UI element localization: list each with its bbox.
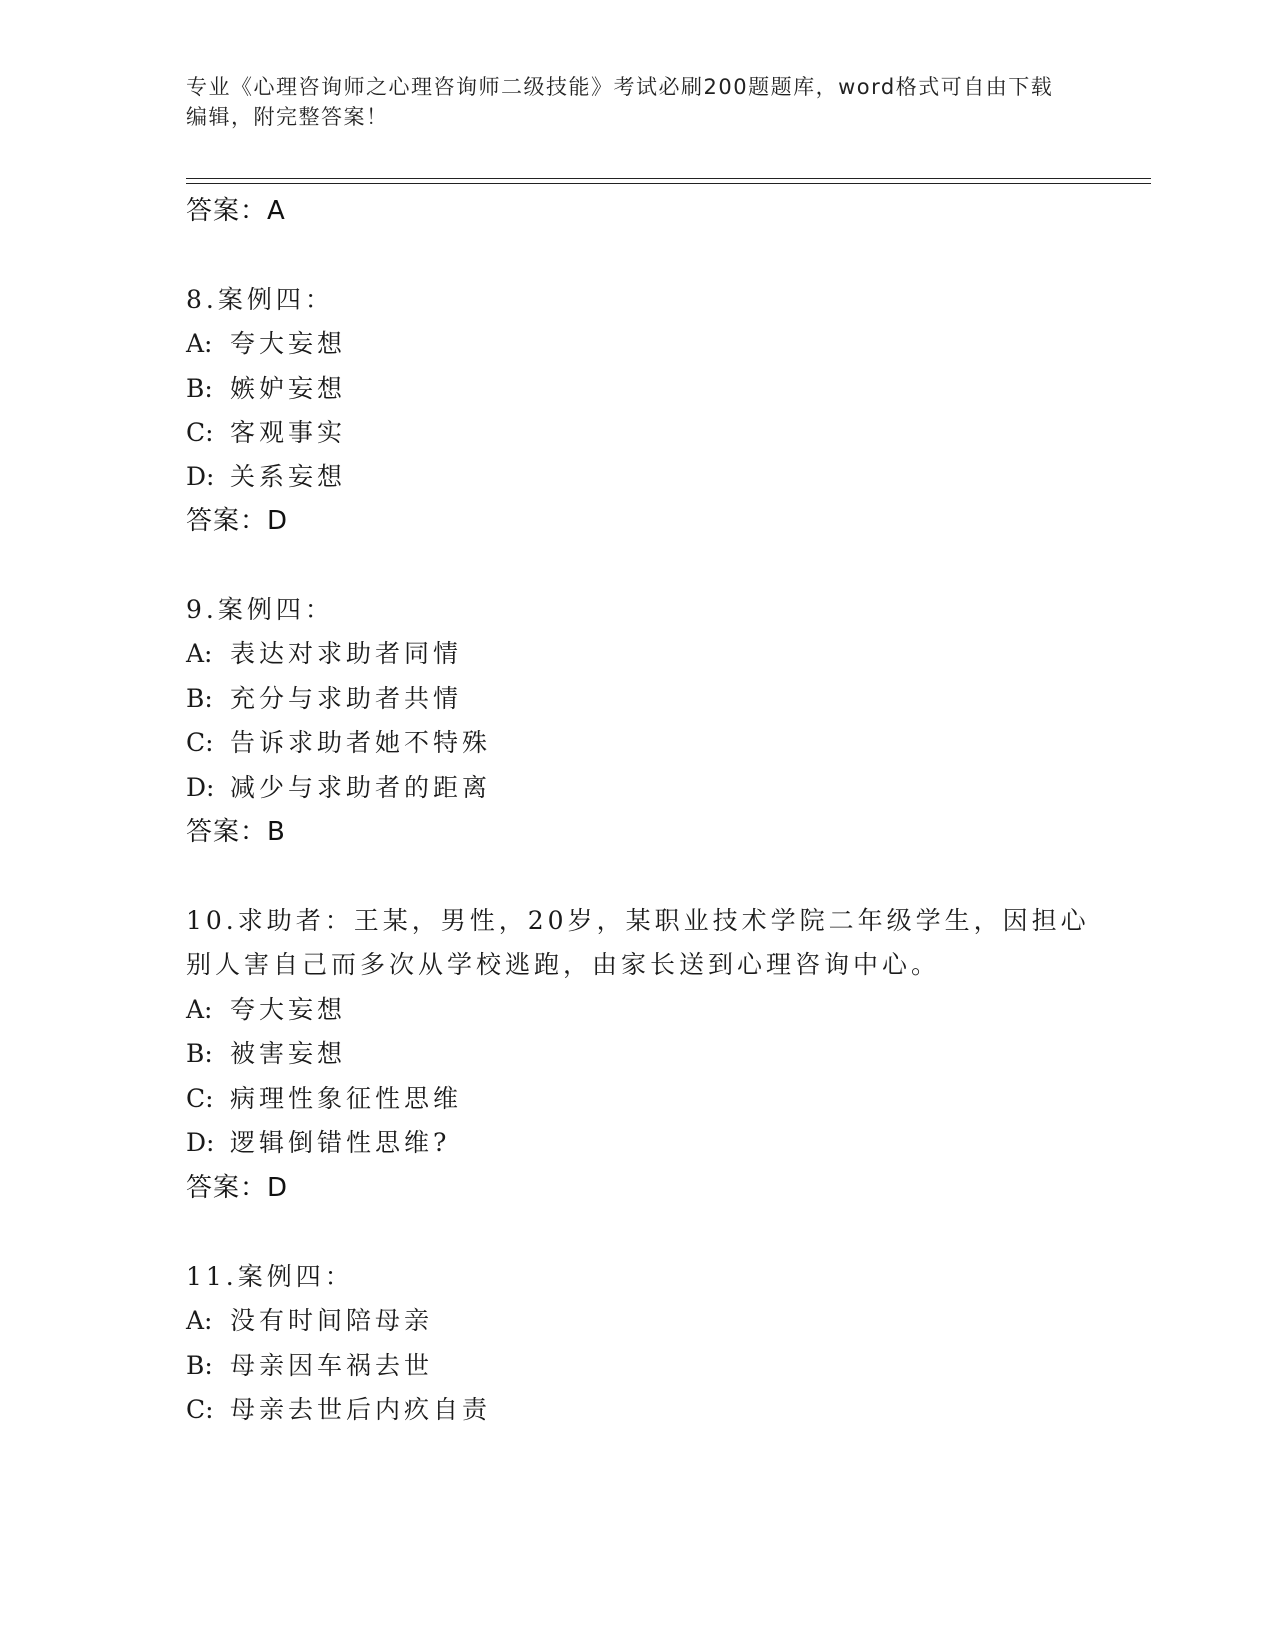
option-text: 被害妄想 (230, 1039, 347, 1068)
option-letter: D: (186, 462, 215, 491)
question-10-stem-line-2: 别人害自己而多次从学校逃跑，由家长送到心理咨询中心。 (186, 950, 941, 979)
document-header: 专业《心理咨询师之心理咨询师二级技能》考试必刷200题题库，word格式可自由下载编辑，附完整答案！ (186, 75, 1054, 129)
answer-q7: 答案：A (186, 196, 286, 226)
option-text: 母亲因车祸去世 (230, 1351, 434, 1380)
question-8-option-a (186, 327, 346, 361)
question-10-option-b (186, 1037, 346, 1071)
option-letter: A: (186, 995, 213, 1024)
option-letter: B: (186, 1351, 213, 1380)
option-letter: C: (186, 1084, 214, 1113)
answer-q9: 答案：B (186, 817, 286, 847)
option-letter: C: (186, 1395, 214, 1424)
option-text: 母亲去世后内疚自责 (230, 1395, 492, 1424)
question-10-option-d (186, 1126, 450, 1160)
header-divider-top (186, 178, 1151, 179)
option-letter: A: (186, 639, 213, 668)
question-11-stem: 11.案例四： (186, 1262, 354, 1291)
option-text: 充分与求助者共情 (230, 684, 463, 713)
question-8-stem: 8.案例四： (186, 285, 334, 314)
question-8-option-c (186, 416, 346, 450)
question-9-option-c (186, 726, 491, 760)
option-letter: B: (186, 1039, 213, 1068)
question-8-option-d (186, 460, 346, 494)
question-10-stem-line-1: 10.求助者：王某，男性，20岁，某职业技术学院二年级学生，因担心 (186, 906, 1090, 935)
question-11-option-c (186, 1393, 491, 1427)
option-text: 嫉妒妄想 (230, 374, 347, 403)
option-letter: D: (186, 1128, 215, 1157)
option-text: 夸大妄想 (230, 995, 347, 1024)
option-text: 没有时间陪母亲 (230, 1306, 434, 1335)
question-8-option-b (186, 372, 346, 406)
option-text: 病理性象征性思维 (230, 1084, 463, 1113)
question-9-option-a (186, 637, 462, 671)
question-9-option-d (186, 771, 491, 805)
option-text: 客观事实 (230, 418, 347, 447)
answer-q8: 答案：D (186, 506, 289, 536)
option-text: 逻辑倒错性思维? (230, 1128, 451, 1157)
option-text: 夸大妄想 (230, 329, 347, 358)
option-text: 告诉求助者她不特殊 (230, 728, 492, 757)
option-letter: B: (186, 684, 213, 713)
option-text: 表达对求助者同情 (230, 639, 463, 668)
option-letter: C: (186, 418, 214, 447)
option-letter: A: (186, 329, 213, 358)
option-letter: A: (186, 1306, 213, 1335)
question-11-option-b (186, 1349, 433, 1383)
question-11-option-a (186, 1304, 433, 1338)
question-9-stem: 9.案例四： (186, 595, 334, 624)
option-letter: C: (186, 728, 214, 757)
answer-q10: 答案：D (186, 1173, 289, 1203)
option-letter: D: (186, 773, 215, 802)
header-divider-bottom (186, 183, 1151, 184)
option-letter: B: (186, 374, 213, 403)
question-10-option-a (186, 993, 346, 1027)
question-10-option-c (186, 1082, 462, 1116)
option-text: 关系妄想 (230, 462, 347, 491)
question-9-option-b (186, 682, 462, 716)
option-text: 减少与求助者的距离 (230, 773, 492, 802)
